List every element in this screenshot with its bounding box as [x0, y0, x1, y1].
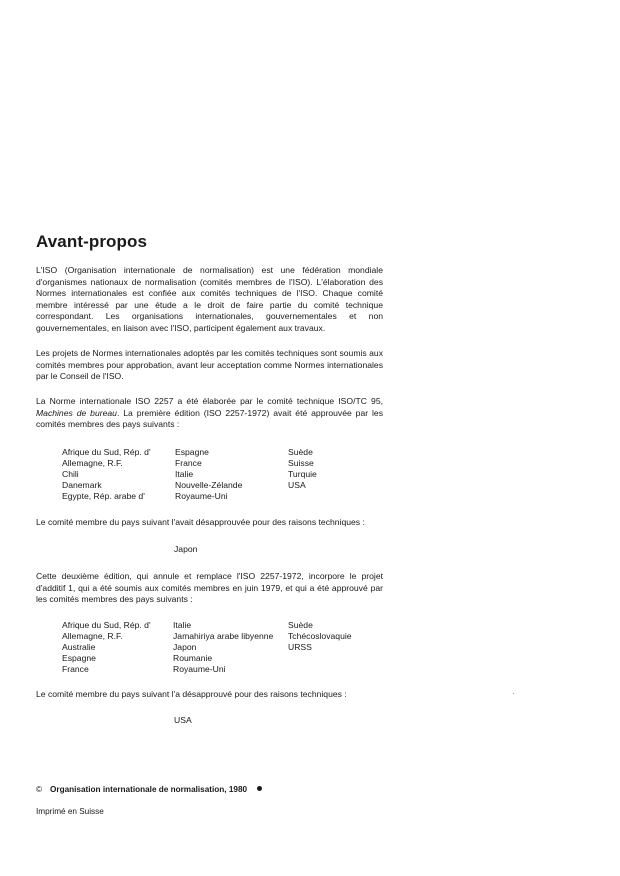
page-title: Avant-propos [36, 232, 148, 251]
country-name: Suède [288, 447, 313, 457]
first-edition-text-a: La Norme internationale ISO 2257 a été élaborée par le comité technique ISO/TC 95, [36, 396, 383, 406]
country-column-3 [288, 447, 317, 491]
country-column-1 [62, 620, 151, 675]
country-column-1 [62, 447, 151, 502]
country-name: Tchécoslovaquie [288, 631, 352, 641]
printed-in: Imprimé en Suisse [36, 807, 104, 816]
country-name: Roumanie [173, 653, 213, 663]
country-name: France [62, 664, 89, 674]
paragraph-iso-intro: L'ISO (Organisation internationale de normalisation) est une fédération mondiale d'organismes nationaux de normalisation (comités membres de l'ISO). L'élaboration des Normes internationales est confiée aux comités techniques de l'ISO. Chaque comité membre intéressé par une étude a le droit de faire partie du comité technique correspondant. Les organisations internationales, gouvernementales et non gouvernementales, en liaison avec l'ISO, participent également aux travaux. [36, 265, 383, 333]
country-name: Afrique du Sud, Rép. d' [62, 620, 151, 630]
country-name: Allemagne, R.F. [62, 631, 123, 641]
country-name: Espagne [175, 447, 209, 457]
paragraph-second-edition: Cette deuxième édition, qui annule et remplace l'ISO 2257-1972, incorpore le projet d'additif 1, qui a été soumis aux comités membres en juin 1979, et qui a été approuvé par les comités membres des pays suivants : [36, 571, 383, 605]
country-name: Turquie [288, 469, 317, 479]
country-name: Italie [175, 469, 194, 479]
country-name: Jamahiriya arabe libyenne [173, 631, 274, 641]
committee-title: Machines de bureau [36, 407, 117, 418]
country-name: Allemagne, R.F. [62, 458, 123, 468]
country-name: Danemark [62, 480, 102, 490]
country-name: France [175, 458, 202, 468]
copyright-icon: © [36, 785, 43, 794]
copyright-line [36, 785, 262, 794]
disapproval-country-second: USA [174, 715, 192, 725]
country-name: Australie [62, 642, 96, 652]
country-name: Royaume-Uni [173, 664, 226, 674]
country-name: Suisse [288, 458, 314, 468]
country-name: Italie [173, 620, 192, 630]
country-name: Chili [62, 469, 79, 479]
country-column-2 [175, 447, 242, 502]
disapproval-country-first: Japon [174, 544, 198, 554]
country-column-2 [173, 620, 273, 675]
country-column-3 [288, 620, 352, 653]
paragraph-disapproval-first: Le comité membre du pays suivant l'avait désapprouvée pour des raisons techniques : [36, 517, 365, 527]
first-edition-text-b: . La première édition (ISO 2257-1972) avait été approuvée par les comités membres des pays suivants : [36, 407, 383, 430]
country-name: Suède [288, 620, 313, 630]
paragraph-disapproval-second: Le comité membre du pays suivant l'a désapprouvé pour des raisons techniques : [36, 689, 347, 699]
country-name: Afrique du Sud, Rép. d' [62, 447, 151, 457]
country-name: USA [288, 480, 306, 490]
country-name: Espagne [62, 653, 96, 663]
copyright-text: Organisation internationale de normalisation, 1980 [50, 785, 248, 794]
country-name: Nouvelle-Zélande [175, 480, 243, 490]
country-name: Egypte, Rép. arabe d' [62, 491, 145, 501]
scan-speck [513, 693, 514, 694]
country-name: URSS [288, 642, 312, 652]
paragraph-first-edition [36, 396, 383, 431]
bullet-icon [257, 786, 262, 791]
paragraph-draft-standards: Les projets de Normes internationales adoptés par les comités techniques sont soumis aux comités membres pour approbation, avant leur acceptation comme Normes internationales par le Conseil de l'ISO. [36, 348, 383, 382]
country-name: Royaume-Uni [175, 491, 228, 501]
country-name: Japon [173, 642, 197, 652]
